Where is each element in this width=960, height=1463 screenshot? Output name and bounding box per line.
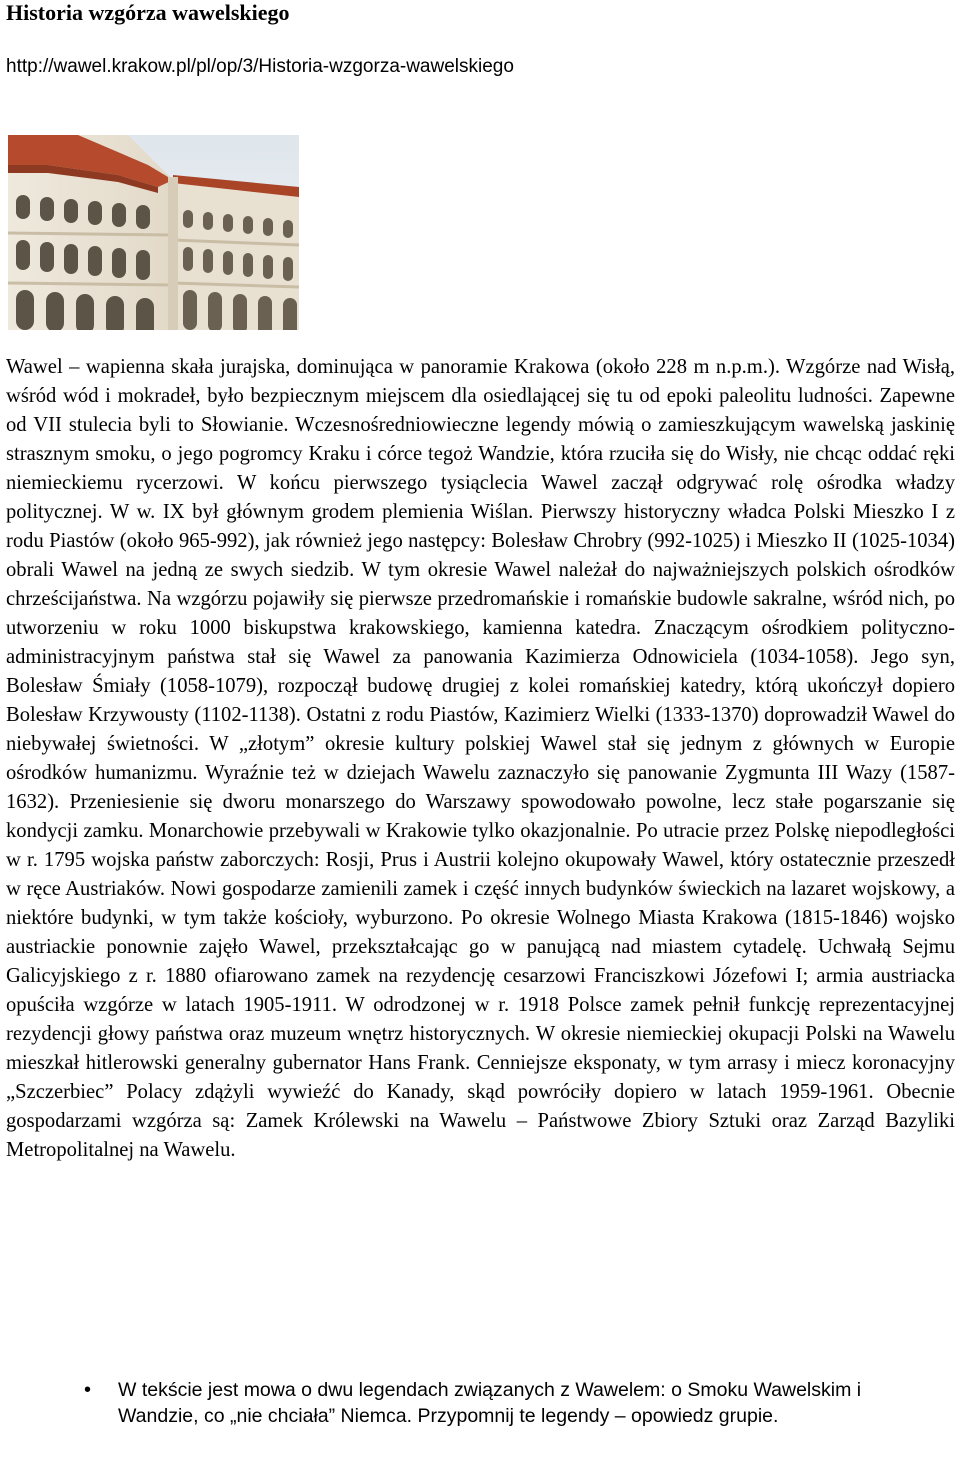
- wawel-courtyard-photo: [8, 135, 299, 330]
- list-item: [0, 1377, 878, 1429]
- task-list: [0, 1377, 960, 1429]
- source-url[interactable]: http://wawel.krakow.pl/pl/op/3/Historia-wzgorza-wawelskiego: [6, 56, 514, 77]
- page-title: Historia wzgórza wawelskiego: [6, 0, 290, 25]
- bullet-icon: •: [84, 1379, 92, 1401]
- article-body: Wawel – wapienna skała jurajska, dominująca w panoramie Krakowa (około 228 m n.p.m.). Wzgórze nad Wisłą, wśród wód i mokradeł, było bezpiecznym miejscem dla osiedlającej się tu od epoki paleolitu ludności. Zapewne od VII stulecia byli to Słowianie. Wczesnośredniowieczne legendy mówią o zamieszkującym wawelską jaskinię strasznym smoku, o jego pogromcy Kraku i córce tegoż Wandzie, która rzuciła się do Wisły, nie chcąc oddać ręki niemieckiemu rycerzowi. W końcu pierwszego tysiąclecia Wawel zaczął odgrywać rolę ośrodka władzy politycznej. W w. IX był głównym grodem plemienia Wiślan. Pierwszy historyczny władca Polski Mieszko I z rodu Piastów (około 965-992), jak również jego następcy: Bolesław Chrobry (992-1025) i Mieszko II (1025-1034) obrali Wawel na jedną ze swych siedzib. W tym okresie Wawel należał do najważniejszych polskich ośrodków chrześcijaństwa. Na wzgórzu pojawiły się pierwsze przedromańskie i romańskie budowle sakralne, wśród nich, po utworzeniu w roku 1000 biskupstwa krakowskiego, kamienna katedra. Znaczącym ośrodkiem polityczno-administracyjnym państwa stał się Wawel za panowania Kazimierza Odnowiciela (1034-1058). Jego syn, Bolesław Śmiały (1058-1079), rozpoczął budowę drugiej z kolei romańskiej katedry, którą ukończył dopiero Bolesław Krzywousty (1102-1138). Ostatni z rodu Piastów, Kazimierz Wielki (1333-1370) doprowadził Wawel do niebywałej świetności. W „złotym” okresie kultury polskiej Wawel stał się jednym z głównych w Europie ośrodków humanizmu. Wyraźnie też w dziejach Wawelu zaznaczyło się panowanie Zygmunta III Wazy (1587-1632). Przeniesienie się dworu monarszego do Warszawy spowodowało powolne, lecz stałe pogarszanie się kondycji zamku. Monarchowie przebywali w Krakowie tylko okazjonalnie. Po utracie przez Polskę niepodległości w r. 1795 wojska państw zaborczych: Rosji, Prus i Austrii kolejno okupowały Wawel, który ostatecznie przeszedł w ręce Austriaków. Nowi gospodarze zamienili zamek i część innych budynków świeckich na lazaret wojskowy, a niektóre budynki, w tym także kościoły, wyburzono. Po okresie Wolnego Miasta Krakowa (1815-1846) wojsko austriackie ponownie zajęło Wawel, przekształcając go w panującą nad miastem cytadelę. Uchwałą Sejmu Galicyjskiego z r. 1880 ofiarowano zamek na rezydencję cesarzowi Franciszkowi Józefowi I; armia austriacka opuściła wzgórze w latach 1905-1911. W odrodzonej w r. 1918 Polsce zamek pełnił funkcję reprezentacyjnej rezydencji głowy państwa oraz muzeum wnętrz historycznych. W okresie niemieckiej okupacji Polski na Wawelu mieszkał hitlerowski generalny gubernator Hans Frank. Cenniejsze eksponaty, w tym arrasy i miecz koronacyjny „Szczerbiec” Polacy zdążyli wywieźć do Kanady, skąd powróciły dopiero w latach 1959-1961. Obecnie gospodarzami wzgórza są: Zamek Królewski na Wawelu – Państwowe Zbiory Sztuki oraz Zarząd Bazyliki Metropolitalnej na Wawelu.: [6, 356, 955, 1161]
- task-text: W tekście jest mowa o dwu legendach związanych z Wawelem: o Smoku Wawelskim i Wandzie, co „nie chciała” Niemca. Przypomnij te legendy – opowiedz grupie.: [118, 1379, 862, 1427]
- photo-icon: [8, 135, 299, 330]
